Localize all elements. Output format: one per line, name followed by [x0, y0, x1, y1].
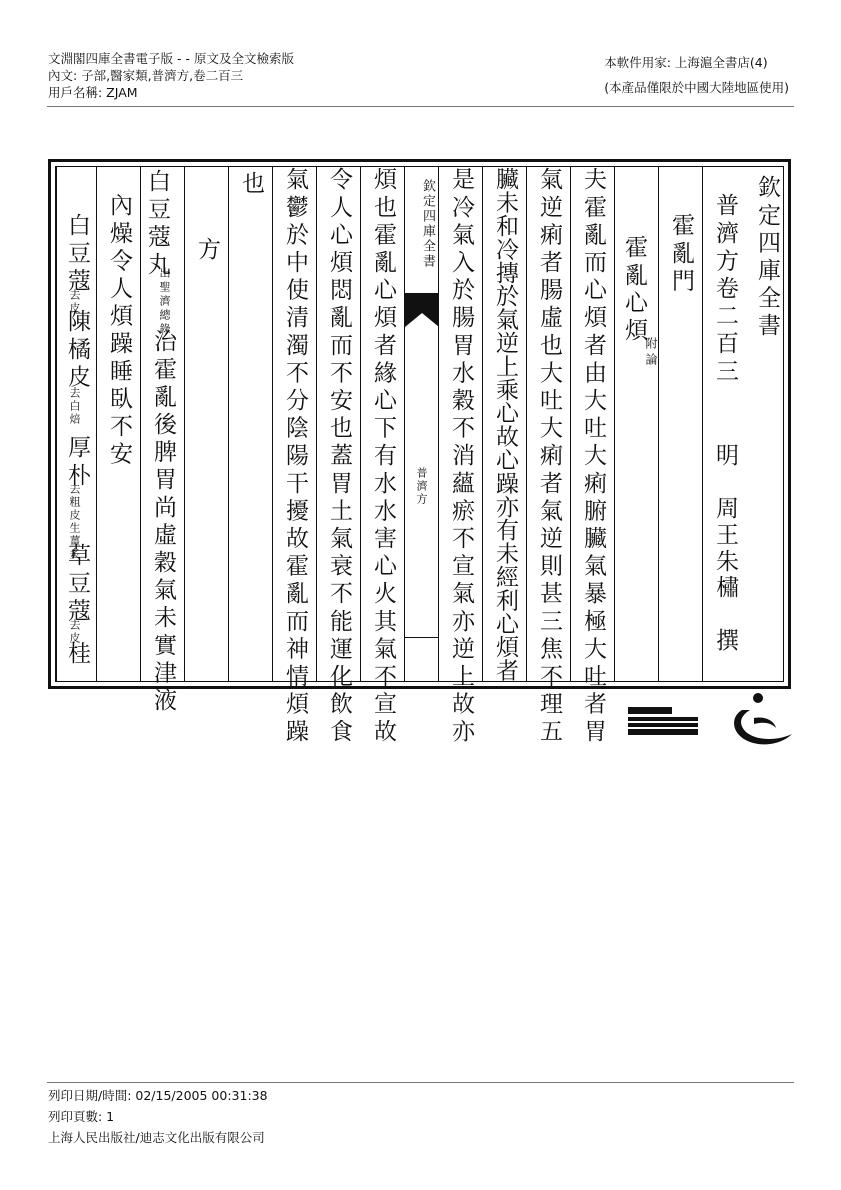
column-15: [140, 167, 184, 716]
book-columns: [55, 166, 784, 747]
column-13: [228, 167, 272, 681]
licensee: 本軟件用家: 上海滬全書店(4): [604, 55, 768, 70]
user-name: 用戶名稱: ZJAM: [48, 85, 138, 100]
section-title: 霍亂門: [668, 213, 694, 296]
formula-source: 出聖濟總錄: [158, 267, 171, 337]
header-divider: [47, 106, 794, 107]
column-7: [482, 167, 526, 681]
text-line: 氣鬱於中使清濁不分陰陽干擾故霍亂而神情煩躁: [282, 167, 308, 747]
volume-title: 普濟方卷二百三: [712, 193, 738, 387]
text-line: 也: [238, 171, 264, 199]
ingredient: 白豆蔻: [64, 213, 90, 296]
footer: [48, 1085, 268, 1148]
text-line: 臟未和冷摶於氣逆上乘心故心躁亦有未經利心煩者: [492, 167, 518, 682]
print-page-count: 列印頁數: 1: [48, 1109, 115, 1124]
ingredient-note: 去粗皮生薑炙: [68, 483, 81, 561]
text-line: 煩也霍亂心煩者緣心下有水水害心火其氣不宣故: [370, 167, 396, 747]
text-line: 夫霍亂而心煩者由大吐大痢腑臟氣暴極大吐者胃: [580, 167, 606, 747]
subsection-title: 霍亂心煩: [621, 235, 647, 346]
header-right: [604, 54, 789, 96]
band-subtitle: 普濟方: [415, 467, 428, 506]
section-heading-fang: 方: [194, 237, 220, 265]
book-page-frame: [48, 159, 791, 747]
ingredient: 桂: [64, 641, 90, 669]
content-path: 內文: 子部,醫家類,普濟方,卷二百三: [48, 68, 244, 83]
column-10: [360, 167, 404, 747]
text-line: 是冷氣入於腸胃水穀不消蘊瘀不宣氣亦逆上故亦: [448, 167, 474, 747]
ingredient: 陳橘皮: [64, 309, 90, 392]
text-line: 令人心煩悶亂而不安也蓋胃土氣衰不能運化飲食: [326, 167, 352, 747]
product-title: 文淵閣四庫全書電子版 - - 原文及全文檢索版: [48, 51, 294, 66]
column-11: [316, 167, 360, 747]
header-left: [48, 50, 294, 101]
text-line: 內燥令人煩躁睡臥不安: [106, 193, 132, 469]
column-5: [570, 167, 614, 747]
center-band: [404, 167, 438, 681]
band-title: 欽定四庫全書: [420, 179, 435, 269]
column-14: [184, 167, 228, 681]
band-rule: [405, 637, 438, 638]
fish-tail-mark: [405, 293, 438, 307]
print-datetime: 列印日期/時間: 02/15/2005 00:31:38: [48, 1088, 268, 1103]
ingredient-note: 去皮: [68, 619, 81, 645]
ingredient-note: 去皮: [68, 289, 81, 315]
text-line: 氣逆痢者腸虛也大吐大痢者氣逆則甚三焦不理五: [536, 167, 562, 747]
column-2: [702, 167, 746, 681]
column-12: [272, 167, 316, 747]
subsection-note: 附論: [644, 337, 658, 369]
footer-divider: [47, 1082, 794, 1083]
fish-tail-icon: [405, 307, 439, 327]
column-1: [746, 167, 788, 681]
column-6: [526, 167, 570, 747]
ingredient: 草豆蔻: [64, 543, 90, 626]
publisher-line: 上海人民出版社/迪志文化出版有限公司: [48, 1130, 265, 1145]
ingredient: 厚朴: [64, 435, 90, 491]
column-3: [658, 167, 702, 681]
column-8: [438, 167, 482, 747]
author-line: 明 周王朱橚 撰: [712, 443, 738, 655]
formula-indication: 治霍亂後脾胃尚虛穀氣未實津液: [150, 329, 176, 716]
column-16: [96, 167, 140, 681]
ingredient-note: 去白焙: [68, 387, 81, 426]
formula-name: 白豆蔻丸: [144, 169, 170, 280]
band-title-wrap: [411, 171, 437, 291]
book-title: 欽定四庫全書: [754, 175, 780, 341]
publisher-logo: [624, 690, 796, 750]
column-17: [56, 167, 96, 681]
region-note: (本產品僅限於中國大陸地區使用): [604, 80, 789, 95]
column-4: [614, 167, 658, 681]
